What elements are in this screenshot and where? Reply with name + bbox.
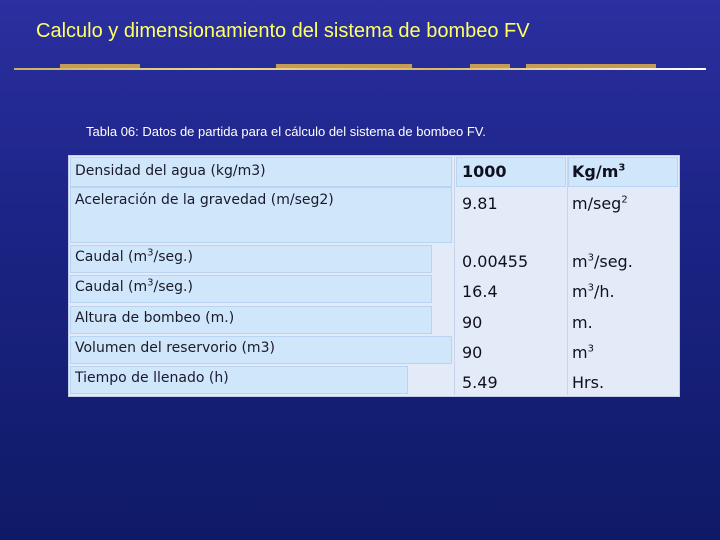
table-caption: Tabla 06: Datos de partida para el cálculo del sistema de bombeo FV.: [86, 124, 486, 139]
row-unit-reservoir-volume: $m^3$: [572, 343, 594, 362]
row-label-pump-height: Altura de bombeo (m.): [75, 310, 235, 326]
row-unit-fill-time: Hrs.: [572, 373, 605, 392]
row-unit-flow-h: $m^3/h$.: [572, 282, 615, 301]
row-value-gravity: 9.81: [462, 194, 498, 213]
row-value-reservoir-volume: 90: [462, 343, 483, 362]
column-divider: [454, 157, 455, 395]
row-label-reservoir-volume: Volumen del reservorio (m3): [75, 340, 275, 356]
row-label-gravity: Aceleración de la gravedad (m/seg2): [75, 192, 334, 208]
row-unit-density: $Kg/m^3$: [572, 162, 626, 181]
row-value-fill-time: 5.49: [462, 373, 498, 392]
row-value-density: 1000: [462, 162, 507, 181]
row-label-density: Densidad del agua (kg/m3): [75, 163, 266, 179]
row-value-flow-h: 16.4: [462, 282, 498, 301]
row-label-flow-h: Caudal $(m^3/seg.)$: [75, 277, 193, 295]
row-unit-gravity: m/seg$^2$: [572, 194, 628, 213]
row-label-fill-time: Tiempo de llenado (h): [75, 370, 229, 386]
row-label-flow-seg: Caudal $(m^3/seg.)$: [75, 247, 193, 265]
row-unit-flow-seg: $m^3$/seg.: [572, 252, 633, 271]
row-value-flow-seg: 0.00455: [462, 252, 529, 271]
slide-title: Calculo y dimensionamiento del sistema de bombeo FV: [36, 20, 530, 42]
row-unit-pump-height: m.: [572, 313, 593, 332]
row-value-pump-height: 90: [462, 313, 483, 332]
title-divider: [14, 68, 706, 70]
column-divider: [567, 157, 568, 395]
